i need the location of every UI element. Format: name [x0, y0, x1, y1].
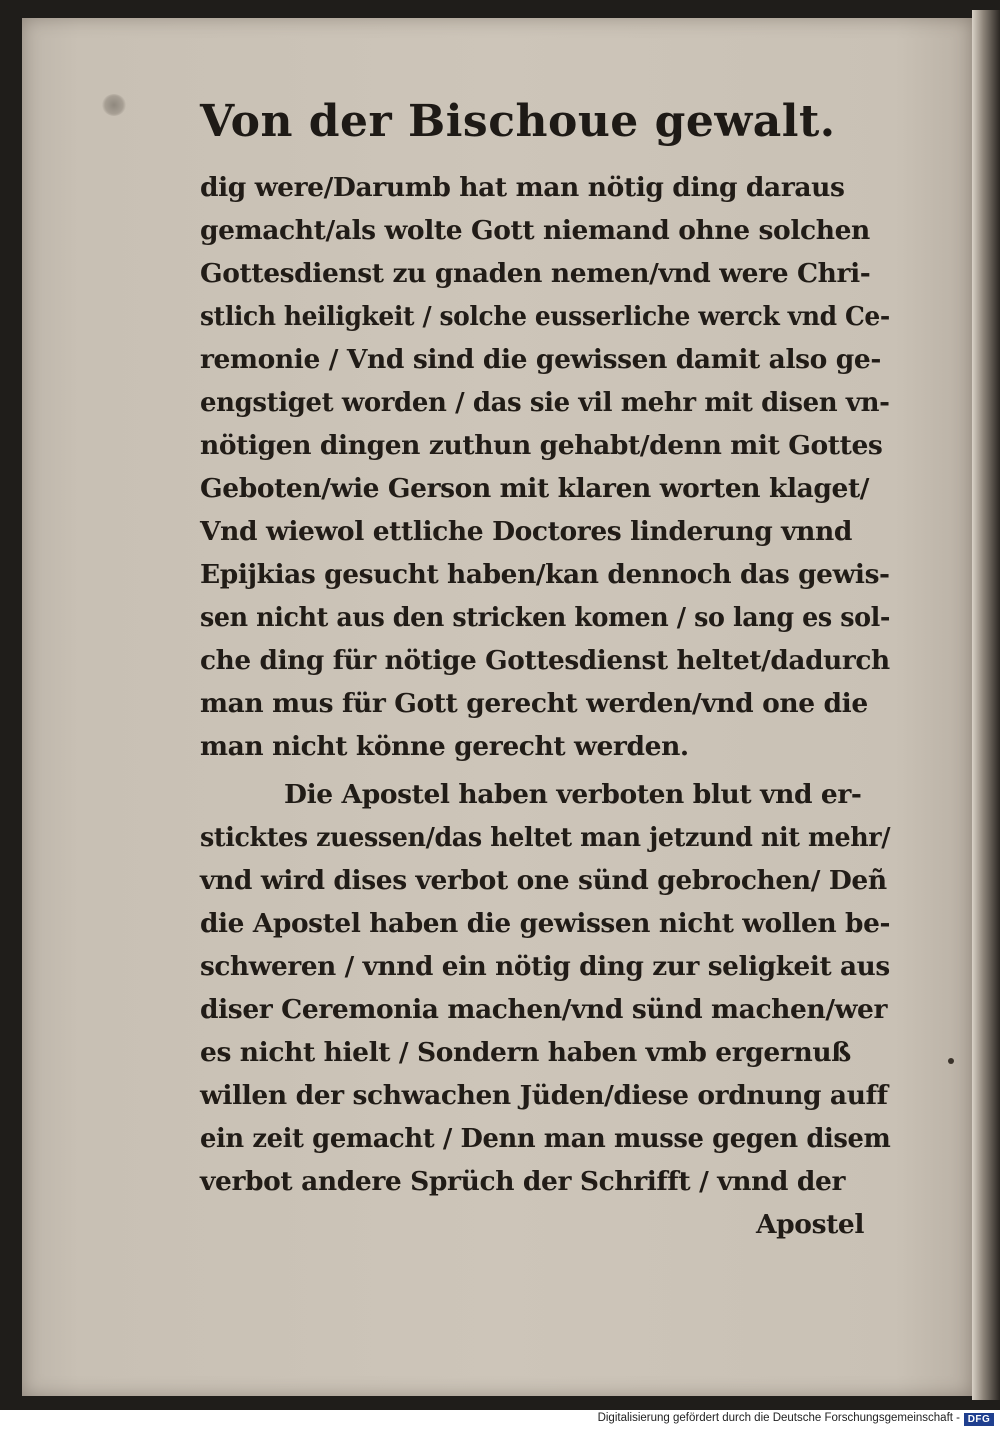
text-line: dig were/Darumb hat man nötig ding daraus [200, 172, 845, 203]
dfg-logo[interactable]: DFG [964, 1413, 994, 1426]
catchword: Apostel [756, 1209, 865, 1240]
text-line: diser Ceremonia machen/vnd sünd machen/wer [200, 994, 888, 1025]
book-edge [972, 10, 1000, 1400]
text-line: remonie / Vnd sind die gewissen damit also ge- [200, 344, 881, 375]
text-line: willen der schwachen Jüden/diese ordnung auff [200, 1080, 888, 1111]
text-line: die Apostel haben die gewissen nicht wollen be- [200, 908, 891, 939]
margin-mark [948, 1058, 954, 1064]
text-line: engstiget worden / das sie vil mehr mit disen vn- [200, 387, 890, 418]
running-head: Von der Bischoue gewalt. [200, 96, 836, 147]
text-line: Vnd wiewol ettliche Doctores linderung vnnd [200, 516, 853, 547]
text-line: stlich heiligkeit / solche eusserliche werck vnd Ce- [200, 301, 890, 332]
text-line: sticktes zuessen/das heltet man jetzund nit mehr/ [200, 822, 891, 853]
text-line: gemacht/als wolte Gott niemand ohne solchen [200, 215, 870, 246]
text-line: ein zeit gemacht / Denn man musse gegen disem [200, 1123, 891, 1154]
text-line: che ding für nötige Gottesdienst heltet/dadurch [200, 645, 890, 676]
text-line: vnd wird dises verbot one sünd gebrochen/ Deñ [200, 865, 887, 896]
text-line: verbot andere Sprüch der Schrifft / vnnd der [200, 1166, 846, 1197]
text-line: Gottesdienst zu gnaden nemen/vnd were Chri- [200, 258, 871, 289]
ink-spot [102, 94, 126, 116]
text-line: man mus für Gott gerecht werden/vnd one die [200, 688, 868, 719]
text-line: schweren / vnnd ein nötig ding zur seligkeit aus [200, 951, 890, 982]
text-line: sen nicht aus den stricken komen / so lang es sol- [200, 602, 891, 633]
text-line: man nicht könne gerecht werden. [200, 731, 689, 762]
text-line: nötigen dingen zuthun gehabt/denn mit Gottes [200, 430, 883, 461]
text-line: Geboten/wie Gerson mit klaren worten klaget/ [200, 473, 870, 504]
text-line: es nicht hielt / Sondern haben vmb ergernuß [200, 1037, 851, 1068]
text-line: Die Apostel haben verboten blut vnd er- [284, 779, 862, 810]
text-line: Epijkias gesucht haben/kan dennoch das gewis- [200, 559, 890, 590]
funding-credit: Digitalisierung gefördert durch die Deutsche Forschungsgemeinschaft - [597, 1412, 960, 1424]
